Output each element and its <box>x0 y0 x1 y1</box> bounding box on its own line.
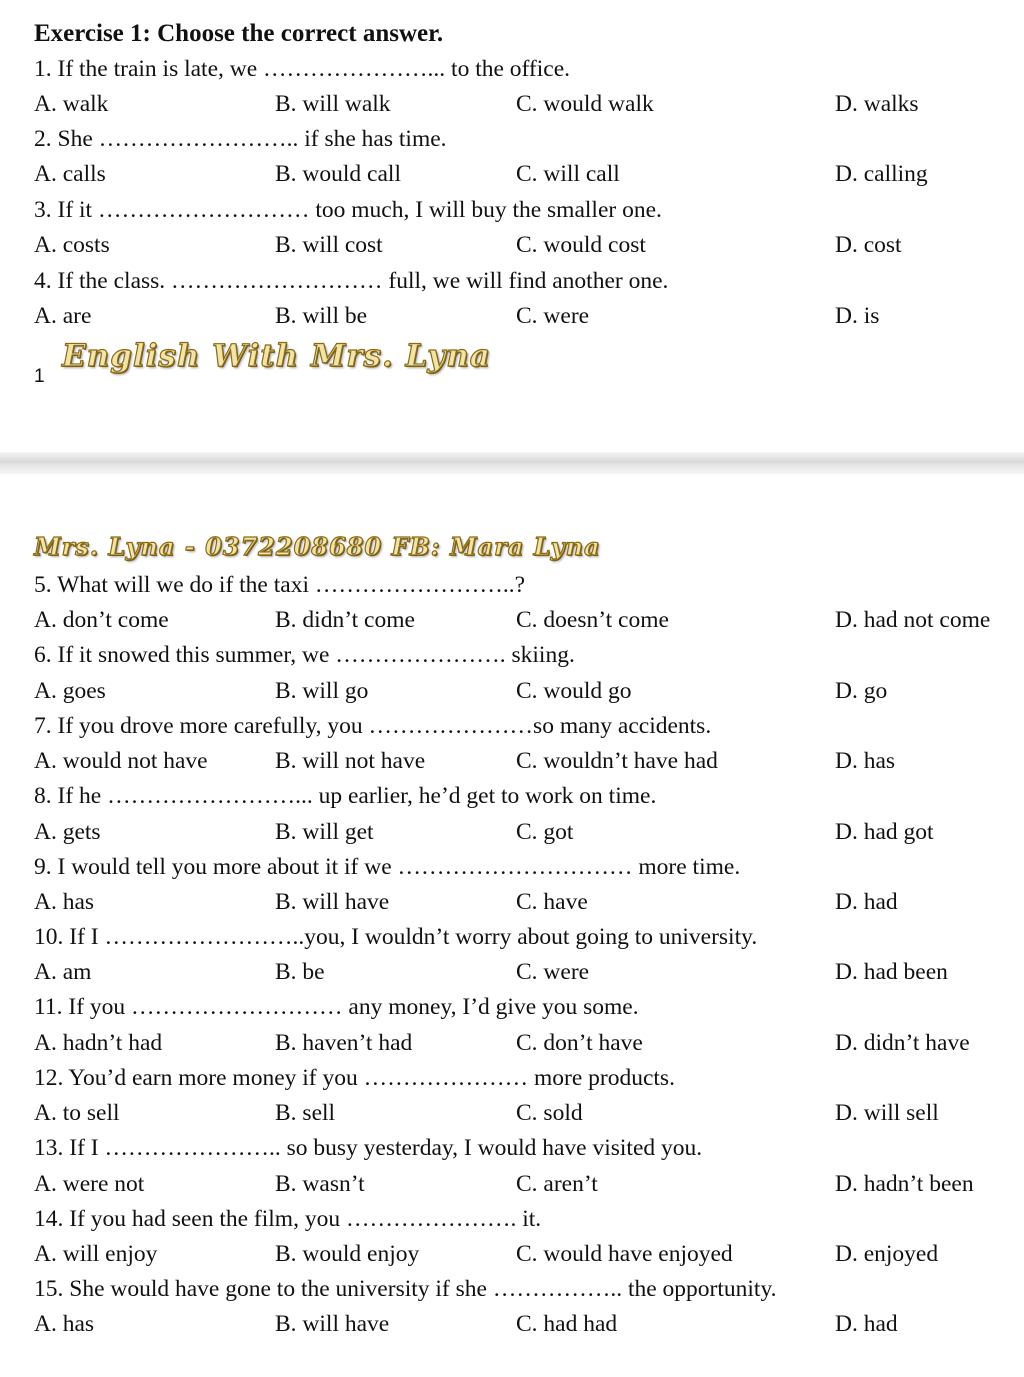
option-a[interactable]: A. goes <box>34 677 106 704</box>
page-number: 1 <box>34 366 45 387</box>
option-d[interactable]: D. go <box>835 677 888 704</box>
question-stem: 1. If the train is late, we …………………... to the office. <box>34 56 571 82</box>
option-b[interactable]: B. haven’t had <box>275 1029 413 1056</box>
option-c[interactable]: C. don’t have <box>516 1029 643 1056</box>
question-stem: 12. You’d earn more money if you ………………… more products. <box>34 1064 675 1091</box>
option-d[interactable]: D. had <box>835 1311 898 1338</box>
option-d[interactable]: D. walks <box>835 91 919 117</box>
option-d[interactable]: D. had not come <box>835 607 991 634</box>
option-c[interactable]: C. were <box>516 959 590 986</box>
option-a[interactable]: A. to sell <box>34 1100 120 1127</box>
option-b[interactable]: B. will get <box>275 818 374 845</box>
option-a[interactable]: A. walk <box>34 91 109 117</box>
question-stem: 13. If I ………………….. so busy yesterday, I would have visited you. <box>34 1135 703 1162</box>
option-c[interactable]: C. were <box>516 303 590 329</box>
option-b[interactable]: B. will have <box>275 1311 390 1338</box>
option-b[interactable]: B. wasn’t <box>275 1170 365 1197</box>
option-a[interactable]: A. costs <box>34 232 110 258</box>
option-c[interactable]: C. would walk <box>516 91 654 117</box>
question-stem: 3. If it ……………………… too much, I will buy the smaller one. <box>34 197 662 223</box>
option-b[interactable]: B. will go <box>275 677 369 704</box>
option-a[interactable]: A. don’t come <box>34 607 169 634</box>
question-stem: 4. If the class. ……………………… full, we will find another one. <box>34 268 669 294</box>
option-a[interactable]: A. am <box>34 959 92 986</box>
option-d[interactable]: D. had got <box>835 818 934 845</box>
option-a[interactable]: A. hadn’t had <box>34 1029 163 1056</box>
footer-brand: English With Mrs. Lyna <box>62 338 491 374</box>
option-d[interactable]: D. has <box>835 748 896 775</box>
option-a[interactable]: A. gets <box>34 818 101 845</box>
option-d[interactable]: D. didn’t have <box>835 1029 970 1056</box>
option-d[interactable]: D. had been <box>835 959 948 986</box>
question-stem: 7. If you drove more carefully, you …………………so many accidents. <box>34 712 712 739</box>
page-separator <box>0 452 1024 474</box>
question-stem: 6. If it snowed this summer, we …………………. skiing. <box>34 642 575 669</box>
option-a[interactable]: A. are <box>34 303 92 329</box>
option-a[interactable]: A. will enjoy <box>34 1241 158 1267</box>
option-b[interactable]: B. will be <box>275 303 368 329</box>
option-b[interactable]: B. will cost <box>275 232 383 258</box>
option-d[interactable]: D. is <box>835 303 880 329</box>
option-b[interactable]: B. sell <box>275 1100 336 1127</box>
option-a[interactable]: A. calls <box>34 161 106 187</box>
question-stem: 10. If I ……………………..you, I wouldn’t worry about going to university. <box>34 924 758 950</box>
option-c[interactable]: C. would go <box>516 677 632 704</box>
option-d[interactable]: D. had <box>835 889 898 915</box>
option-b[interactable]: B. will not have <box>275 748 426 775</box>
option-c[interactable]: C. would cost <box>516 232 646 258</box>
option-c[interactable]: C. doesn’t come <box>516 607 669 634</box>
question-stem: 8. If he ……………………... up earlier, he’d get to work on time. <box>34 783 657 810</box>
question-stem: 9. I would tell you more about it if we ………………………… more time. <box>34 853 741 880</box>
option-b[interactable]: B. didn’t come <box>275 607 415 634</box>
worksheet-page-1 <box>0 0 1024 452</box>
question-stem: 2. She …………………….. if she has time. <box>34 126 447 152</box>
option-a[interactable]: A. has <box>34 1311 95 1338</box>
option-c[interactable]: C. would have enjoyed <box>516 1241 733 1267</box>
option-d[interactable]: D. will sell <box>835 1100 939 1127</box>
header-brand: Mrs. Lyna - 0372208680 FB: Mara Lyna <box>34 532 601 561</box>
option-c[interactable]: C. aren’t <box>516 1170 598 1197</box>
option-c[interactable]: C. have <box>516 889 588 915</box>
option-a[interactable]: A. has <box>34 889 95 915</box>
question-stem: 5. What will we do if the taxi ……………………..? <box>34 572 526 598</box>
option-d[interactable]: D. hadn’t been <box>835 1170 974 1197</box>
option-c[interactable]: C. had had <box>516 1311 618 1338</box>
option-b[interactable]: B. be <box>275 959 325 986</box>
option-b[interactable]: B. will have <box>275 889 390 915</box>
option-c[interactable]: C. sold <box>516 1100 583 1127</box>
option-b[interactable]: B. would call <box>275 161 401 187</box>
option-a[interactable]: A. were not <box>34 1170 145 1197</box>
option-b[interactable]: B. will walk <box>275 91 391 117</box>
option-c[interactable]: C. will call <box>516 161 620 187</box>
question-stem: 11. If you ……………………… any money, I’d give you some. <box>34 994 639 1021</box>
question-stem: 15. She would have gone to the university if she …………….. the opportunity. <box>34 1276 777 1302</box>
question-stem: 14. If you had seen the film, you …………………. it. <box>34 1205 542 1232</box>
option-c[interactable]: C. got <box>516 818 574 845</box>
option-a[interactable]: A. would not have <box>34 748 208 775</box>
option-c[interactable]: C. wouldn’t have had <box>516 748 718 775</box>
option-b[interactable]: B. would enjoy <box>275 1241 420 1267</box>
option-d[interactable]: D. enjoyed <box>835 1241 939 1267</box>
option-d[interactable]: D. calling <box>835 161 928 187</box>
option-d[interactable]: D. cost <box>835 232 902 258</box>
exercise-title: Exercise 1: Choose the correct answer. <box>34 20 444 47</box>
worksheet-page-2 <box>0 474 1024 1377</box>
